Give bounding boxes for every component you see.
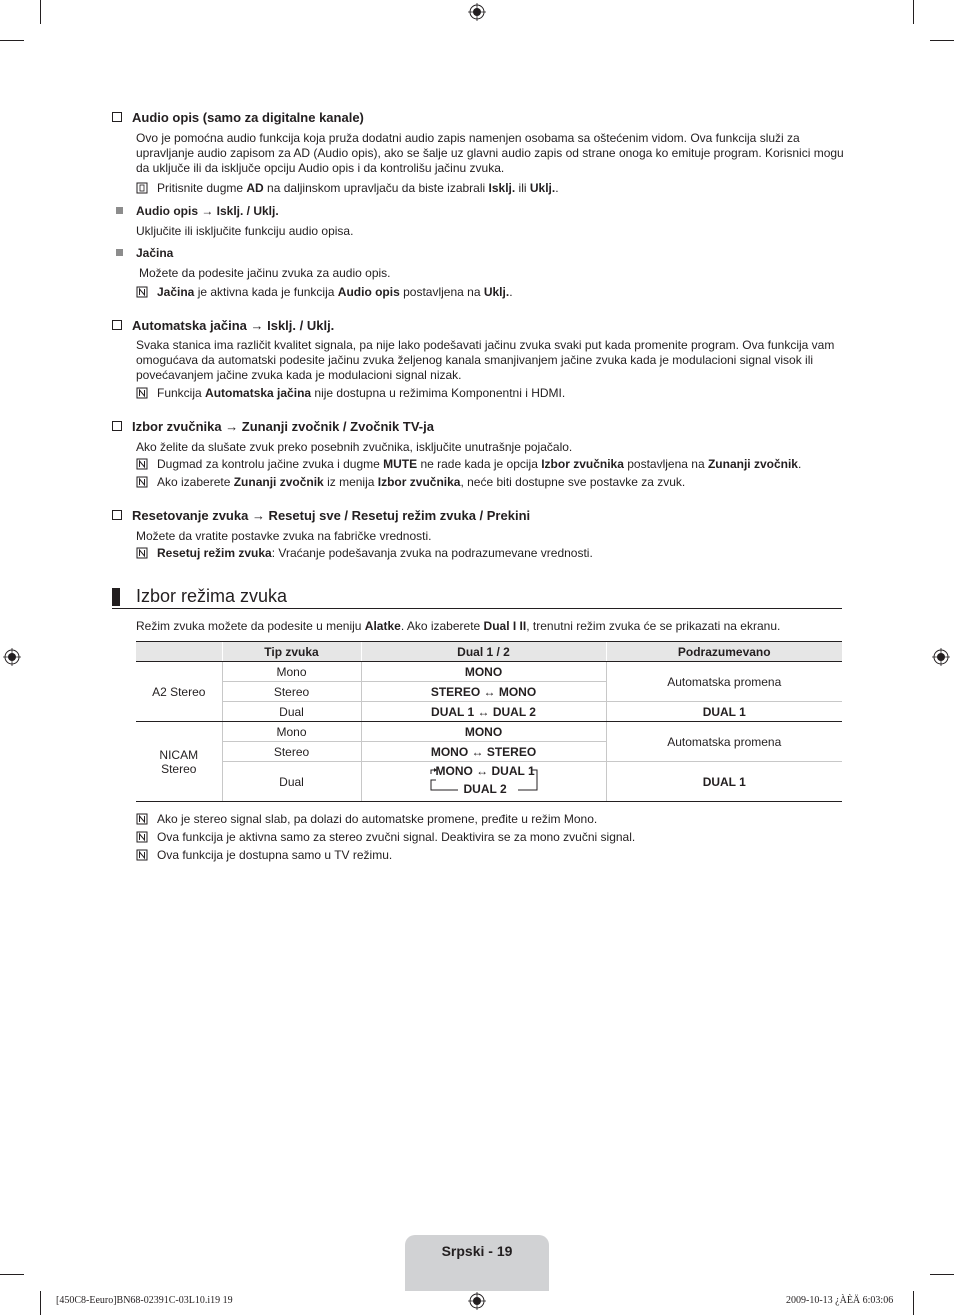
section-title-izbor-rezima: Izbor režima zvuka: [112, 586, 842, 609]
table-row: Stereo MONO ↔ STEREO: [136, 742, 842, 762]
square-bullet-icon: [116, 249, 123, 256]
note-resetovanje: Resetuj režim zvuka: Vraćanje podešavanja zvuka na podrazumevane vrednosti.: [136, 546, 846, 561]
page-number-tab: [405, 1235, 549, 1291]
note-icon: [136, 849, 148, 861]
checkbox-bullet-icon: [112, 510, 122, 520]
table-cell-group: NICAM Stereo: [136, 722, 222, 802]
heading-automatska-jacina: Automatska jačina → Isklj. / Uklj.: [112, 318, 334, 334]
subheading-jacina: Jačina: [116, 246, 173, 261]
paragraph-izbor-rezima: Režim zvuka možete da podesite u meniju Alatke. Ako izaberete Dual I II, trenutni režim zvuka će se prikazati na ekranu.: [136, 619, 781, 633]
paragraph-automatska-jacina: Svaka stanica ima različit kvalitet signala, pa nije lako podešavati jačinu zvuka svaki put kada promenite program. Ova funkcija vam omogućava da automatski podesite jačinu zvuka željenog kanala smanjivanjem jačine zvuka kada je modulacioni signal visok ili povećavanjem jačine zvuka kada je modulacioni signal nizak.: [136, 338, 835, 382]
note-audio-opis: Pritisnite dugme AD na daljinskom upravljaču da biste izabrali Isklj. ili Uklj..: [136, 181, 846, 196]
heading-resetovanje-zvuka: Resetovanje zvuka → Resetuj sve / Resetuj režim zvuka / Prekini: [112, 508, 530, 524]
remote-note-icon: [136, 182, 148, 194]
checkbox-bullet-icon: [112, 421, 122, 431]
note-jacina: Jačina je aktivna kada je funkcija Audio opis postavljena na Uklj..: [136, 285, 846, 300]
text-jacina: Možete da podesite jačinu zvuka za audio opis.: [139, 266, 391, 280]
note-icon: [136, 476, 148, 488]
checkbox-bullet-icon: [112, 112, 122, 122]
note-icon: [136, 387, 148, 399]
table-header-row: [136, 642, 842, 662]
note-icon: [136, 458, 148, 470]
note-rezim-3: Ova funkcija je dostupna samo u TV režimu.: [136, 848, 846, 863]
paragraph-audio-opis: Ovo je pomoćna audio funkcija koja pruža dodatni audio zapis namenjen osobama sa oštećenim vidom. Ova funkcija služi za upravljanje audio zapisom za AD (Audio opis), ako se šalje uz glavni audio zapis od strane onoga ko emituje program. Korisnici mogu da uključe ili da isključe opciju Audio opis i da kontrolišu jačinu zvuka.: [136, 131, 844, 175]
table-row: NICAM Stereo Mono MONO Automatska promena: [136, 722, 842, 742]
note-icon: [136, 813, 148, 825]
checkbox-bullet-icon: [112, 320, 122, 330]
note-icon: [136, 831, 148, 843]
table-row: Dual MONO ↔ DUAL 1 DUAL 2 DUAL 1: [136, 762, 842, 802]
subheading-audio-opis-toggle: Audio opis → Isklj. / Uklj.: [116, 204, 279, 219]
footer-timestamp: 2009-10-13 ¿ÀÈÄ 6:03:06: [786, 1295, 894, 1306]
note-izbor-zvucnika-1: Dugmad za kontrolu jačine zvuka i dugme MUTE ne rade kada je opcija Izbor zvučnika postavljena na Zunanji zvočnik.: [136, 457, 846, 472]
paragraph-izbor-zvucnika: Ako želite da slušate zvuk preko posebnih zvučnika, isključite unutrašnje pojačalo.: [136, 440, 573, 454]
table-cell-group: A2 Stereo: [136, 662, 222, 722]
table-header: Dual 1 / 2: [361, 642, 606, 662]
text-audio-opis-toggle: Uključite ili isključite funkciju audio opisa.: [136, 224, 354, 238]
table-row: Dual DUAL 1 ↔ DUAL 2 DUAL 1: [136, 702, 842, 722]
table-row: Stereo STEREO ↔ MONO: [136, 682, 842, 702]
table-header: Podrazumevano: [606, 642, 842, 662]
dual-cycle-diagram: MONO ↔ DUAL 1 DUAL 2: [361, 762, 606, 802]
paragraph-resetovanje: Možete da vratite postavke zvuka na fabričke vrednosti.: [136, 529, 432, 543]
section-bar-icon: [112, 588, 120, 606]
sound-mode-table: [136, 641, 842, 802]
heading-izbor-zvucnika: Izbor zvučnika → Zunanji zvočnik / Zvočnik TV-ja: [112, 419, 434, 435]
footer-file-info: [450C8-Eeuro]BN68-02391C-03L10.i19 19: [56, 1295, 233, 1306]
note-automatska-jacina: Funkcija Automatska jačina nije dostupna u režimima Komponentni i HDMI.: [136, 386, 846, 401]
table-header: Tip zvuka: [222, 642, 361, 662]
note-rezim-1: Ako je stereo signal slab, pa dolazi do automatske promene, pređite u režim Mono.: [136, 812, 846, 827]
note-icon: [136, 547, 148, 559]
table-row: A2 Stereo Mono MONO Automatska promena: [136, 662, 842, 682]
note-icon: [136, 286, 148, 298]
note-rezim-2: Ova funkcija je aktivna samo za stereo zvučni signal. Deaktivira se za mono zvučni signal.: [136, 830, 846, 845]
note-izbor-zvucnika-2: Ako izaberete Zunanji zvočnik iz menija Izbor zvučnika, neće biti dostupne sve postavke za zvuk.: [136, 475, 846, 490]
page-number: Srpski - 19: [441, 1243, 513, 1259]
square-bullet-icon: [116, 207, 123, 214]
heading-audio-opis: Audio opis (samo za digitalne kanale): [112, 110, 364, 126]
